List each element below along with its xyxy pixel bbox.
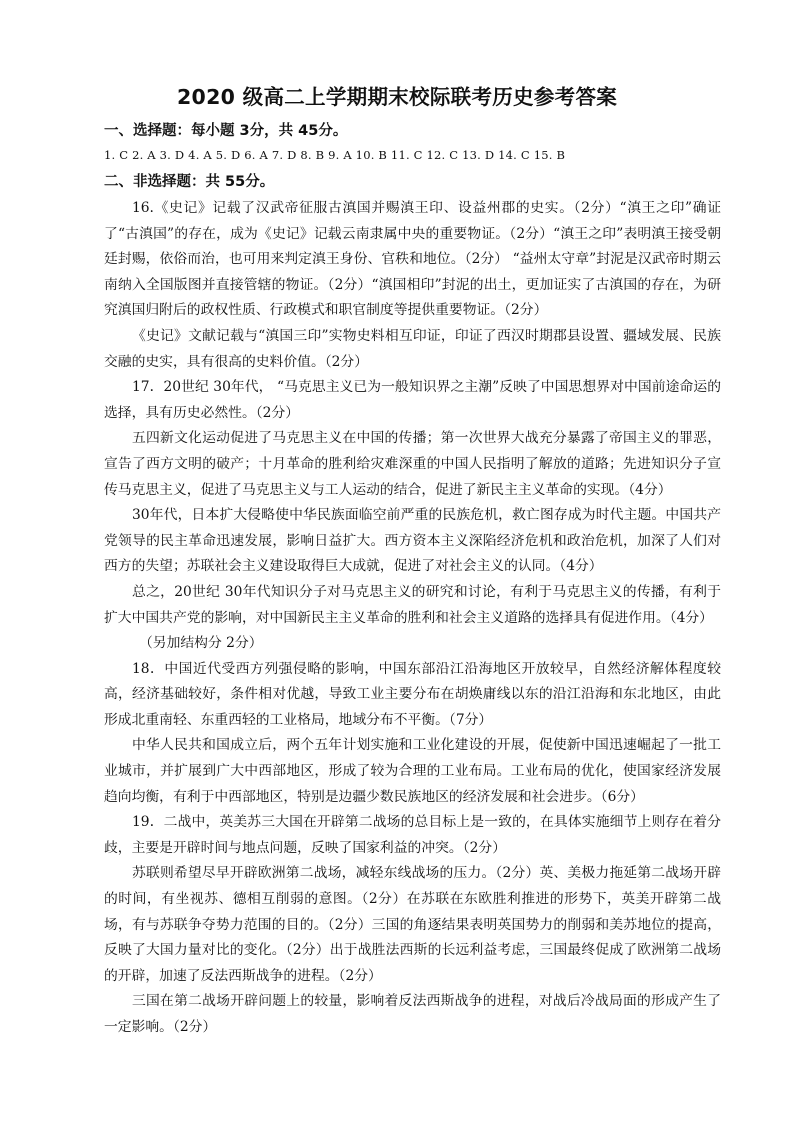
answer-17-summary: 总之，20世纪 30年代知识分子对马克思主义的研究和讨论，有利于马克思主义的传播，有利于扩大中国共产党的影响，对中国新民主主义革命的胜利和社会主义道路的选择具有促进作用。（4分） xyxy=(104,583,721,626)
section-heading-non-choice: 二、非选择题：共 55分。 xyxy=(104,174,275,190)
section-heading-multiple-choice: 一、选择题：每小题 3分，共 45分。 xyxy=(104,123,348,139)
answer-body xyxy=(104,196,721,1041)
answer-19-paragraph: 19．二战中，英美苏三大国在开辟第二战场的总目标上是一致的，在具体实施细节上则存在着分歧，主要是开辟时间与地点问题，反映了国家利益的冲突。（2分） xyxy=(104,814,721,856)
answer-19-summary: 三国在第二战场开辟问题上的较量，影响着反法西斯战争的进程，对战后冷战局面的形成产生了一定影响。（2分） xyxy=(104,993,721,1035)
answer-17-paragraph: 17．20世纪 30年代， “马克思主义已为一般知识界之主潮”反映了中国思想界对中国前途命运的选择，具有历史必然性。（2分） xyxy=(104,379,721,421)
answer-18-paragraph: 18．中国近代受西方列强侵略的影响，中国东部沿江沿海地区开放较早，自然经济解体程度较高，经济基础较好，条件相对优越，导致工业主要分布在胡焕庸线以东的沿江沿海和东北地区，由此形成北重南轻、东重西轻的工业格局，地域分布不平衡。（7分） xyxy=(104,660,721,728)
answer-17-point-2: 30年代，日本扩大侵略使中华民族面临空前严重的民族危机，救亡图存成为时代主题。中国共产党领导的民主革命迅速发展，影响日益扩大。西方资本主义深陷经济危机和政治危机，加深了人们对西方的失望；苏联社会主义建设取得巨大成就，促进了对社会主义的认同。（4分） xyxy=(104,507,721,575)
multiple-choice-answers: 1. C 2. A 3. D 4. A 5. D 6. A 7. D 8. B 9. A 10. B 11. C 12. C 13. D 14. C 15. B xyxy=(104,148,566,162)
answer-16-paragraph: 16.《史记》记载了汉武帝征服古滇国并赐滇王印、设益州郡的史实。（2分）“滇王之印”确证了“古滇国”的存在，成为《史记》记载云南隶属中央的重要物证。（2分）“滇王之印”表明滇王接受朝廷封赐，依俗而治，也可用来判定滇王身份、官秩和地位。（2分） “益州太守章”封泥是汉武帝时期云南纳入全国版图并直接管辖的物证。（2分）“滇国相印”封泥的出土，更加证实了古滇国的存在，为研究滇国归附后的政权性质、行政模式和职官制度等提供重要物证。（2分） xyxy=(104,200,721,319)
structure-score-note: （另加结构分 2分） xyxy=(139,635,263,652)
answer-16-summary: 《史记》文献记载与“滇国三印”实物史料相互印证，印证了西汉时期郡县设置、疆域发展、民族交融的史实，具有很高的史料价值。（2分） xyxy=(104,327,721,370)
answer-17-point-1: 五四新文化运动促进了马克思主义在中国的传播；第一次世界大战充分暴露了帝国主义的罪恶，宣告了西方文明的破产；十月革命的胜利给灾难深重的中国人民指明了解放的道路；先进知识分子宣传马克思主义，促进了马克思主义与工人运动的结合，促进了新民主主义革命的实现。（4分） xyxy=(104,430,721,498)
answer-18-point-2: 中华人民共和国成立后，两个五年计划实施和工业化建设的开展，促使新中国迅速崛起了一批工业城市，并扩展到广大中西部地区，形成了较为合理的工业布局。工业布局的优化，使国家经济发展趋向均衡，有利于中西部地区，特别是边疆少数民族地区的经济发展和社会进步。（6分） xyxy=(104,737,721,805)
answer-19-point-2: 苏联则希望尽早开辟欧洲第二战场，减轻东线战场的压力。（2分）英、美极力拖延第二战场开辟的时间，有坐视苏、德相互削弱的意图。（2分）在苏联在东欧胜利推进的形势下，英美开辟第二战场，有与苏联争夺势力范围的目的。（2分）三国的角逐结果表明英国势力的削弱和美苏地位的提高，反映了大国力量对比的变化。（2分）出于战胜法西斯的长远利益考虑，三国最终促成了欧洲第二战场的开辟，加速了反法西斯战争的进程。（2分） xyxy=(104,865,721,984)
page-title: 2020 级高二上学期期末校际联考历史参考答案 xyxy=(176,85,618,109)
